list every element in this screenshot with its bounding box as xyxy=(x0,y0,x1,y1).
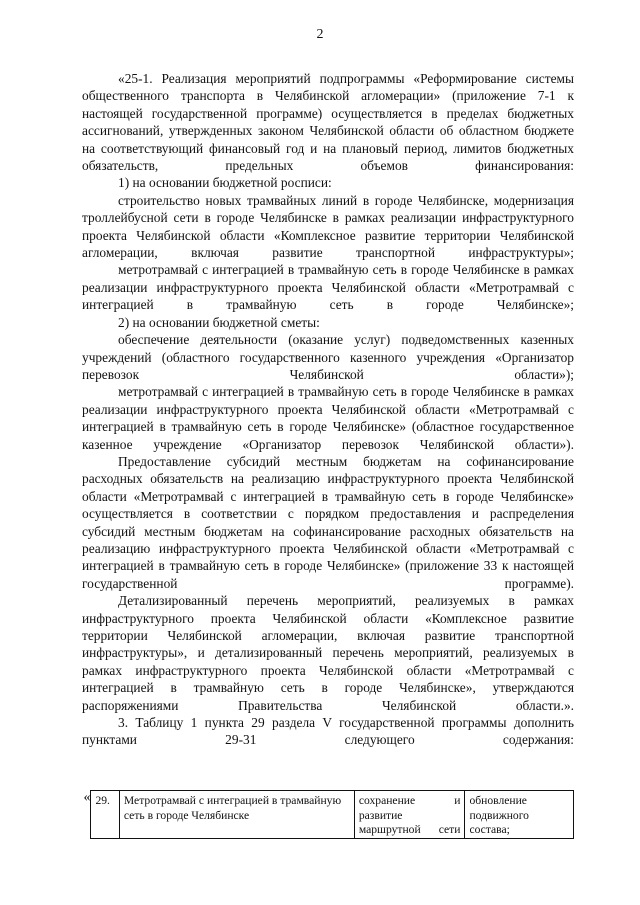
result-line: обновление xyxy=(469,794,527,807)
paragraph-metrotram-2: метротрамвай с интеграцией в трамвайную сеть в городе Челябинске в рамках реализации инфраструктурного проекта Челябинской области «Метротрамвай с интеграцией в трамвайную сеть в городе Челябинске» (областное государственное казенное учреждение «Организатор перевозок Челябинской области»). xyxy=(82,384,574,452)
paragraph-subsidies: Предоставление субсидий местным бюджетам на софинансирование расходных обязательств на реализацию инфраструктурного проекта Челябинской области «Метротрамвай с интеграцией в трамвайную сеть в городе Челябинске» осуществляется в соответствии с порядком предоставления и распределения субсидий местным бюджетам на софинансирование расходных обязательств на реализацию инфраструктурного проекта Челябинской области «Метротрамвай с интеграцией в трамвайную сеть в городе Челябинске» (приложение 33 к настоящей государственной программе). xyxy=(82,453,574,591)
goal-line: развитие xyxy=(358,808,403,822)
table-row xyxy=(82,791,574,839)
row-project-name: Метротрамвай с интеграцией в трамвайную сеть в городе Челябинске xyxy=(119,791,354,839)
result-line: состава; xyxy=(469,823,510,836)
paragraph-detailed-list: Детализированный перечень мероприятий, реализуемых в рамках инфраструктурного проекта Челябинской области «Комплексное развитие территории Челябинской агломерации, включая развитие транспортной инфраструктуры», и детализированный перечень мероприятий, реализуемых в рамках инфраструктурного проекта Челябинской области «Метротрамвай с интеграцией в трамвайную сеть в городе Челябинске», утверждаются распоряжениями Правительства Челябинской области.». xyxy=(82,593,574,713)
paragraph-metrotram-1: метротрамвай с интеграцией в трамвайную сеть в городе Челябинске в рамках реализации инфраструктурного проекта Челябинской области «Метротрамвай с интеграцией в трамвайную сеть в городе Челябинске»; xyxy=(82,262,574,313)
row-goal xyxy=(354,791,465,839)
goal-line: сохранение и xyxy=(358,794,461,807)
opening-quote: « xyxy=(82,791,91,839)
amendment-table xyxy=(82,790,574,839)
paragraph-table-amendment: 3. Таблицу 1 пункта 29 раздела V государственной программы дополнить пунктами 29-31 следующего содержания: xyxy=(82,715,574,748)
paragraph-institutions: обеспечение деятельности (оказание услуг) подведомственных казенных учреждений (областного государственного казенного учреждения «Организатор перевозок Челябинской области»); xyxy=(82,332,574,382)
document-body xyxy=(82,70,574,749)
page-number: 2 xyxy=(316,27,324,42)
paragraph-25-1: «25-1. Реализация мероприятий подпрограммы «Реформирование системы общественного транспорта в Челябинской агломерации» (приложение 7-1 к настоящей государственной программе) осуществляется в пределах бюджетных ассигнований, утвержденных законом Челябинской области об областном бюджете на соответствующий финансовый год и на плановый период, лимитов бюджетных обязательств, предельных объемов финансирования: xyxy=(82,71,574,174)
result-line: подвижного xyxy=(469,808,529,822)
goal-line: маршрутной сети xyxy=(358,823,461,836)
paragraph-tram-construction: строительство новых трамвайных линий в городе Челябинске, модернизация троллейбусной сети в городе Челябинске в рамках реализации инфраструктурного проекта Челябинской области «Комплексное развитие территории Челябинской агломерации, включая развитие транспортной инфраструктуры»; xyxy=(82,192,574,261)
row-number: 29. xyxy=(91,791,119,839)
row-result xyxy=(465,791,574,839)
paragraph-budget-schedule: 1) на основании бюджетной росписи: xyxy=(118,175,332,191)
table-container xyxy=(82,790,574,870)
paragraph-budget-estimate: 2) на основании бюджетной сметы: xyxy=(118,314,320,330)
